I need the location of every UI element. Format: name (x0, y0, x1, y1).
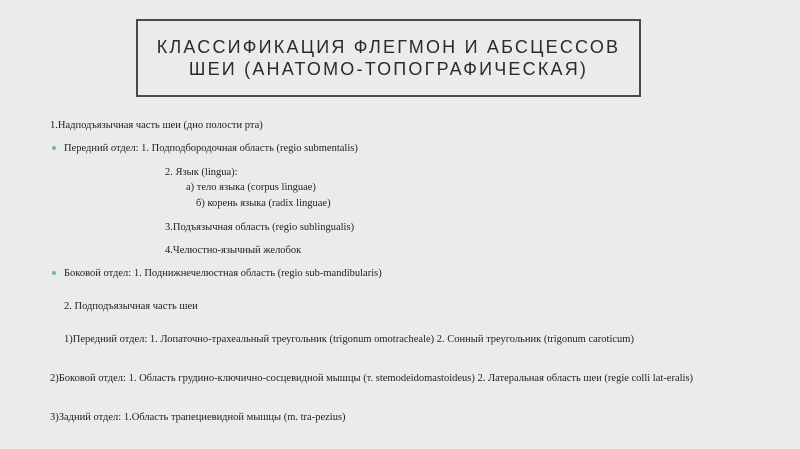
text-line-5: б) корень языка (radix linguae) (196, 198, 331, 209)
slide-title-box (136, 19, 641, 97)
text-line-11: 2)Боковой отдел: 1. Область грудино-ключично-сосцевидной мышцы (т. stemodeidomastoideus) 2. Латеральная область шеи (regie colli lat-eralis) (50, 373, 694, 384)
text-line-7: 4.Челюстно-язычный желобок (165, 245, 302, 256)
text-line-6: 3.Подъязычная область (regio sublingualis) (165, 222, 355, 233)
text-line-1: 1.Надподъязычная часть шеи (дно полости рта) (50, 120, 263, 131)
text-line-3: 2. Язык (lingua): (165, 167, 238, 178)
text-line-2: Передний отдел: 1. Подподбородочная область (regio submentalis) (64, 143, 358, 154)
bullet-icon (52, 271, 56, 275)
slide-title: КЛАССИФИКАЦИЯ ФЛЕГМОН И АБСЦЕССОВ ШЕИ (АНАТОМО-ТОПОГРАФИЧЕСКАЯ) (156, 37, 621, 79)
bullet-icon (52, 146, 56, 150)
text-line-4: а) тело языка (corpus linguae) (186, 182, 316, 193)
text-line-10: 1)Передний отдел: 1. Лопаточно-трахеальный треугольник (trigonum omotracheale) 2. Сонный треугольник (trigonum caroticum) (64, 334, 634, 345)
text-line-8: Боковой отдел: 1. Поднижнечелюстная область (regio sub-mandibularis) (64, 268, 382, 279)
text-line-12: 3)Задний отдел: 1.Область трапециевидной мышцы (m. tra-pezius) (50, 412, 346, 423)
text-line-9: 2. Подподъязычная часть шеи (64, 301, 198, 312)
